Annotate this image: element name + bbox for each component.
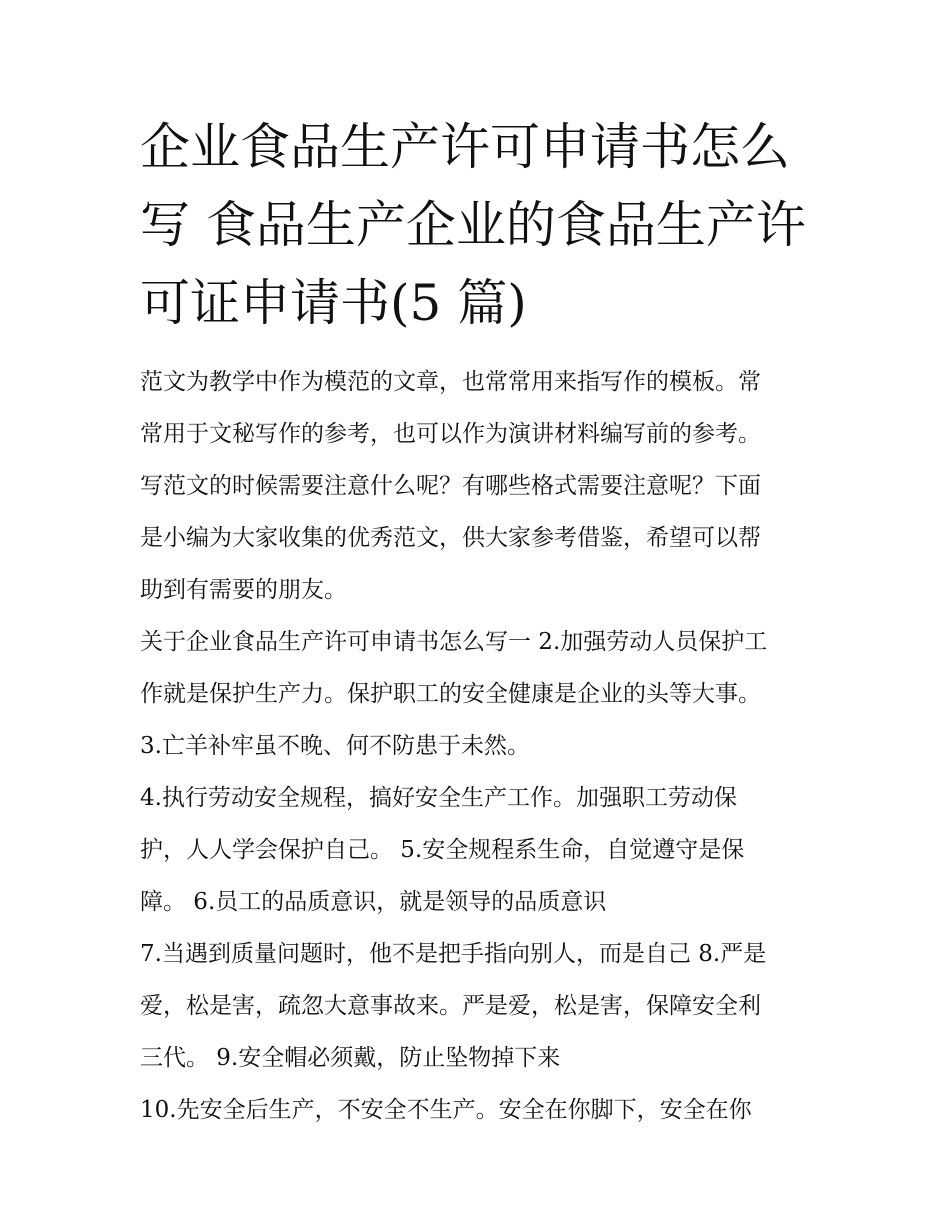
- body-line: 爱，松是害，疏忽大意事故来。严是爱，松是害，保障安全利: [140, 993, 761, 1019]
- document-body: [140, 356, 820, 1136]
- body-line: 7.当遇到质量问题时，他不是把手指向别人，而是自己 8.严是: [140, 941, 767, 967]
- body-line: 障。 6.员工的品质意识，就是领导的品质意识: [140, 889, 607, 915]
- title-line: 企业食品生产许可申请书怎么: [140, 118, 790, 176]
- body-line: 3.亡羊补牢虽不晚、何不防患于未然。: [140, 733, 530, 759]
- body-line: 4.执行劳动安全规程，搞好安全生产工作。加强职工劳动保: [140, 785, 737, 811]
- body-line: 助到有需要的朋友。: [140, 577, 347, 603]
- body-line: 关于企业食品生产许可申请书怎么写一 2.加强劳动人员保护工: [140, 629, 768, 655]
- body-line: 写范文的时候需要注意什么呢？有哪些格式需要注意呢？下面: [140, 473, 761, 499]
- title-line: 可证申请书(5 篇): [140, 274, 527, 332]
- body-line: 三代。 9.安全帽必须戴，防止坠物掉下来: [140, 1045, 561, 1071]
- body-line: 是小编为大家收集的优秀范文，供大家参考借鉴，希望可以帮: [140, 525, 761, 551]
- body-line: 10.先安全后生产，不安全不生产。安全在你脚下，安全在你: [140, 1097, 752, 1123]
- body-line: 作就是保护生产力。保护职工的安全健康是企业的头等大事。: [140, 681, 761, 707]
- body-line: 护，人人学会保护自己。 5.安全规程系生命，自觉遵守是保: [140, 837, 745, 863]
- title-line: 写 食品生产企业的食品生产许: [140, 196, 806, 254]
- body-line: 范文为教学中作为模范的文章，也常常用来指写作的模板。常: [140, 369, 761, 395]
- document-title: [140, 108, 820, 342]
- body-line: 常用于文秘写作的参考，也可以作为演讲材料编写前的参考。: [140, 421, 761, 447]
